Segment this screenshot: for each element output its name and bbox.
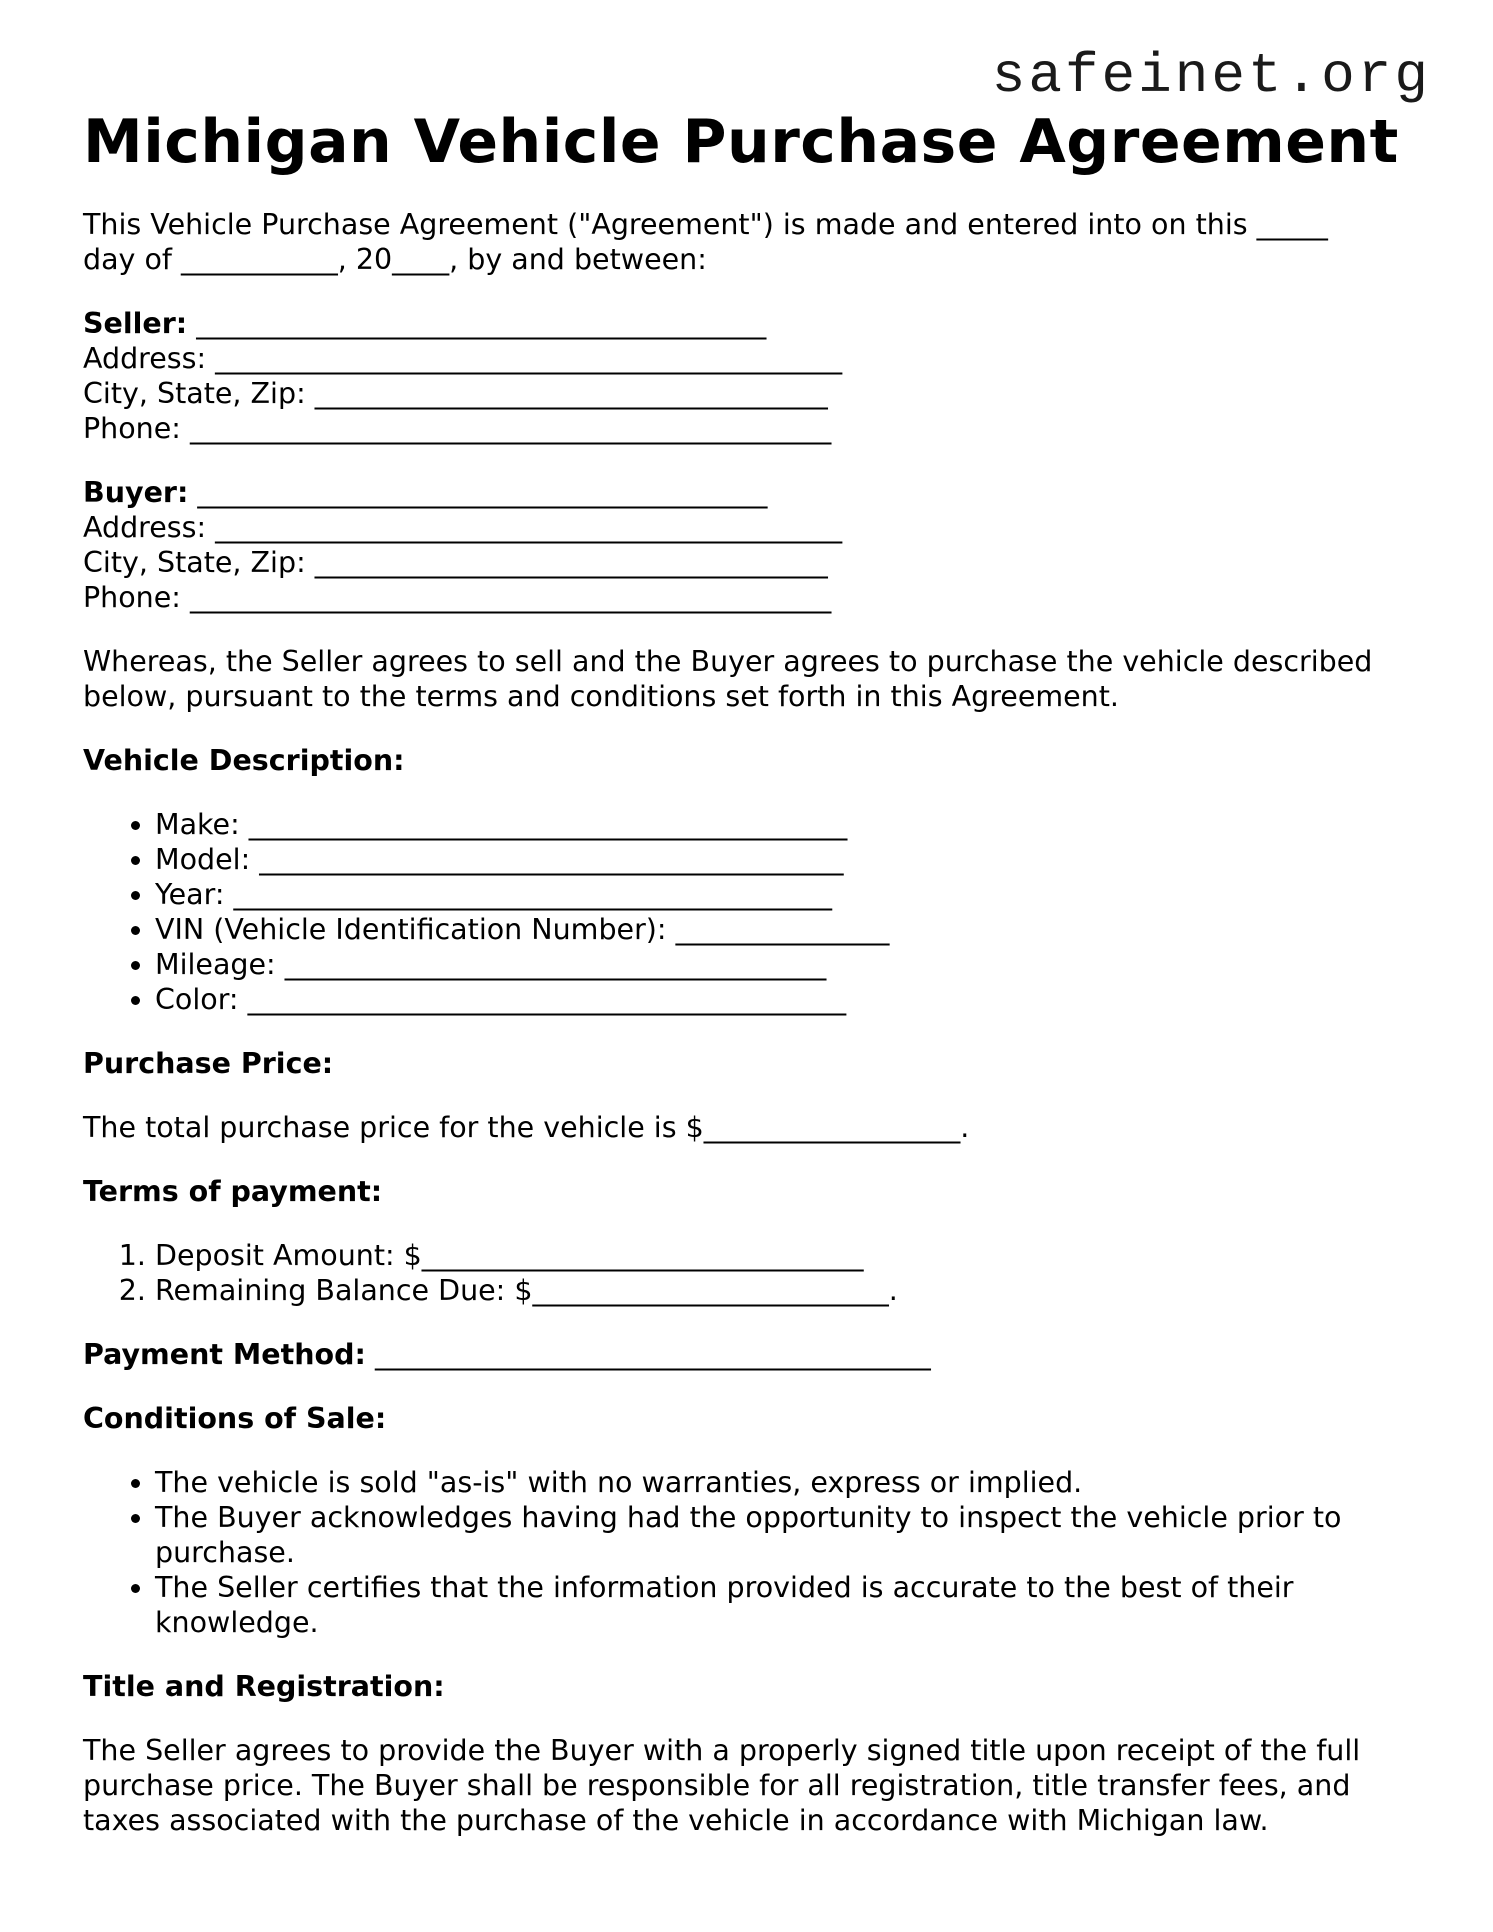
vehicle-year: Year: __________________________________________ — [155, 878, 833, 911]
title-registration-line-3: taxes associated with the purchase of the vehicle in accordance with Michigan law. — [83, 1804, 1269, 1837]
title-registration-heading: Title and Registration: — [83, 1670, 445, 1703]
purchase-price-heading: Purchase Price: — [83, 1047, 334, 1080]
deposit-amount: Deposit Amount: $_______________________________ — [155, 1239, 864, 1272]
whereas-line-1: Whereas, the Seller agrees to sell and the Buyer agrees to purchase the vehicle described — [83, 645, 1373, 678]
seller-line — [83, 306, 1423, 341]
vehicle-mileage: Mileage: ______________________________________ — [155, 948, 827, 981]
list-item — [155, 982, 1423, 1017]
seller-label: Seller: — [83, 307, 188, 340]
payment-method-blank: _______________________________________ — [365, 1338, 931, 1371]
condition-certification: The Seller certifies that the information provided is accurate to the best of their knowledge. — [155, 1571, 1294, 1639]
buyer-address: Address: ____________________________________________ — [83, 511, 843, 544]
title-registration-line-1: The Seller agrees to provide the Buyer with a properly signed title upon receipt of the full — [83, 1734, 1361, 1767]
vehicle-description-list — [83, 807, 1423, 1017]
terms-of-payment-list — [83, 1238, 1423, 1308]
buyer-phone: Phone: _____________________________________________ — [83, 581, 832, 614]
buyer-line — [83, 475, 1423, 510]
purchase-price-text: The total purchase price for the vehicle is $__________________. — [83, 1111, 970, 1144]
condition-as-is: The vehicle is sold "as-is" with no warranties, express or implied. — [155, 1466, 1083, 1499]
seller-section — [83, 306, 1423, 446]
condition-inspection: The Buyer acknowledges having had the opportunity to inspect the vehicle prior to purchase. — [155, 1501, 1342, 1569]
buyer-section — [83, 475, 1423, 615]
list-item — [155, 1238, 1423, 1273]
vehicle-vin: VIN (Vehicle Identification Number): _______________ — [155, 913, 890, 946]
vehicle-model: Model: _________________________________________ — [155, 843, 844, 876]
conditions-of-sale-list — [83, 1465, 1445, 1640]
vehicle-make: Make: __________________________________________ — [155, 808, 848, 841]
list-item — [155, 877, 1423, 912]
whereas-paragraph — [83, 644, 1423, 714]
seller-phone: Phone: _____________________________________________ — [83, 412, 832, 445]
list-item — [155, 947, 1423, 982]
list-item — [155, 1500, 1375, 1570]
seller-address: Address: ____________________________________________ — [83, 342, 843, 375]
intro-paragraph — [83, 207, 1423, 277]
seller-city-state-zip: City, State, Zip: ____________________________________ — [83, 377, 828, 410]
buyer-name-blank: ________________________________________ — [188, 476, 768, 509]
conditions-of-sale-heading: Conditions of Sale: — [83, 1402, 387, 1435]
whereas-line-2: below, pursuant to the terms and conditions set forth in this Agreement. — [83, 680, 1119, 713]
list-item — [155, 842, 1423, 877]
list-item — [155, 1465, 1445, 1500]
intro-line-2: day of ___________, 20____, by and between: — [83, 243, 707, 276]
title-registration-line-2: purchase price. The Buyer shall be responsible for all registration, title transfer fees, and — [83, 1769, 1351, 1802]
terms-of-payment-heading: Terms of payment: — [83, 1175, 383, 1208]
seller-name-blank: ________________________________________ — [187, 307, 767, 340]
buyer-label: Buyer: — [83, 476, 189, 509]
agreement-document — [83, 108, 1423, 1838]
payment-method-label: Payment Method: — [83, 1338, 366, 1371]
document-title: Michigan Vehicle Purchase Agreement — [83, 107, 1399, 177]
remaining-balance: Remaining Balance Due: $_________________________. — [155, 1274, 898, 1307]
buyer-city-state-zip: City, State, Zip: ____________________________________ — [83, 546, 828, 579]
list-item — [155, 1273, 1423, 1308]
list-item — [155, 807, 1423, 842]
title-registration-paragraph — [83, 1733, 1423, 1838]
intro-line-1: This Vehicle Purchase Agreement ("Agreement") is made and entered into on this _____ — [83, 208, 1328, 241]
watermark: safeinet.org — [991, 44, 1431, 108]
list-item — [155, 912, 1423, 947]
vehicle-description-heading: Vehicle Description: — [83, 744, 405, 777]
payment-method-line — [83, 1337, 1423, 1372]
list-item — [155, 1570, 1305, 1640]
vehicle-color: Color: __________________________________________ — [155, 983, 847, 1016]
